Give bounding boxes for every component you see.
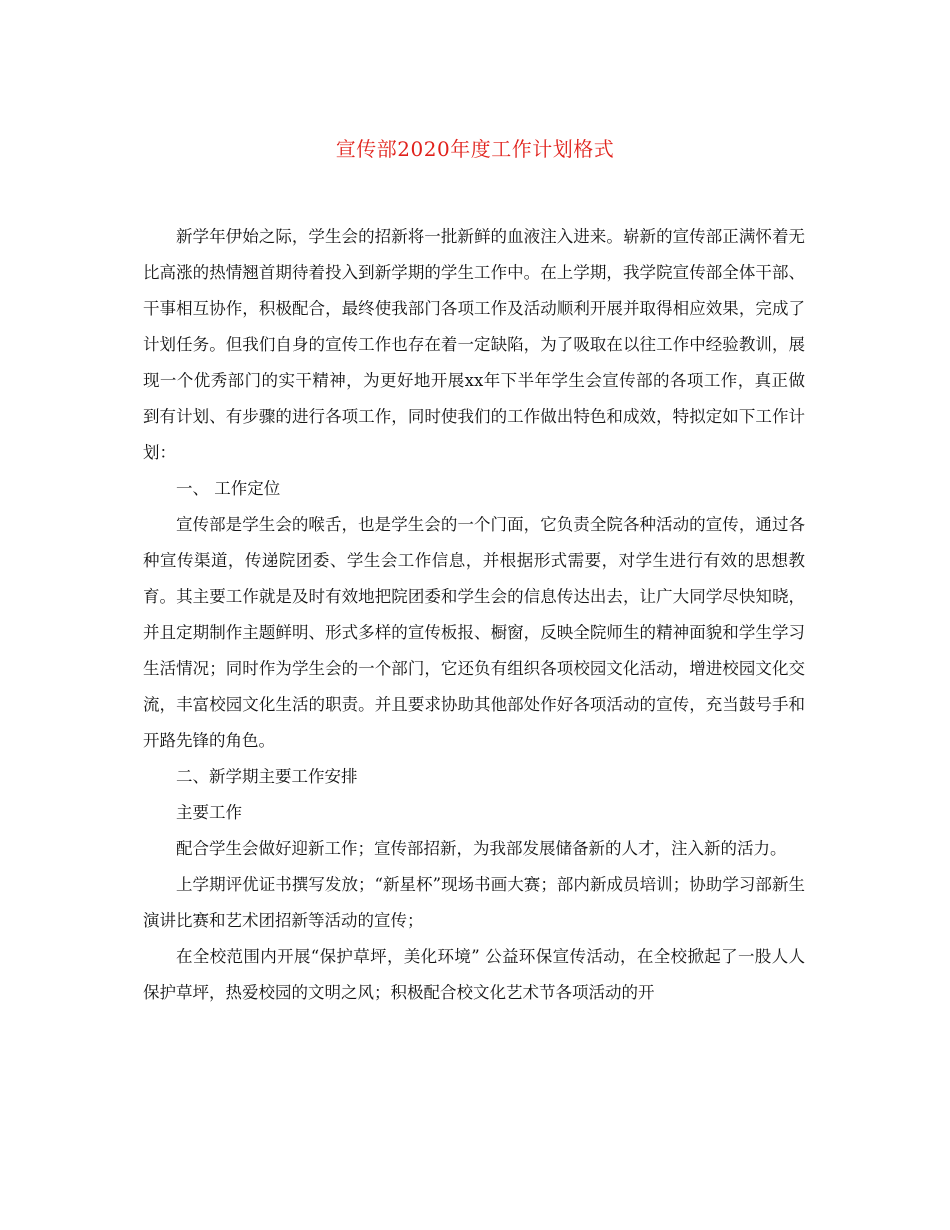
- section-heading-work-arrangement: 二、新学期主要工作安排: [176, 767, 358, 786]
- main-work-item-1: 配合学生会做好迎新工作；宣传部招新，为我部发展储备新的人才，注入新的活力。: [176, 839, 787, 858]
- section-heading-work-positioning: 一、 工作定位: [176, 479, 281, 498]
- intro-paragraph: 新学年伊始之际，学生会的招新将一批新鲜的血液注入进来。崭新的宣传部正满怀着无比高涨的热情翘首期待着投入到新学期的学生工作中。在上学期，我学院宣传部全体干部、干事相互协作，积极配合，最终使我部门各项工作及活动顺利开展并取得相应效果，完成了计划任务。但我们自身的宣传工作也存在着一定缺陷，为了吸取在以往工作中经验教训，展现一个优秀部门的实干精神，为更好地开展xx年下半年学生会宣传部的各项工作，真正做到有计划、有步骤的进行各项工作，同时使我们的工作做出特色和成效，特拟定如下工作计划：: [143, 227, 805, 462]
- work-positioning-paragraph: 宣传部是学生会的喉舌，也是学生会的一个门面，它负责全院各种活动的宣传，通过各种宣传渠道，传递院团委、学生会工作信息，并根据形式需要，对学生进行有效的思想教育。其主要工作就是及时有效地把院团委和学生会的信息传达出去，让广大同学尽快知晓，并且定期制作主题鲜明、形式多样的宣传板报、橱窗，反映全院师生的精神面貌和学生学习生活情况；同时作为学生会的一个部门，它还负有组织各项校园文化活动，增进校园文化交流，丰富校园文化生活的职责。并且要求协助其他部处作好各项活动的宣传，充当鼓号手和开路先锋的角色。: [143, 515, 805, 750]
- main-work-item-3: 在全校范围内开展“保护草坪，美化环境” 公益环保宣传活动，在全校掀起了一股人人保护草坪，热爱校园的文明之风；积极配合校文化艺术节各项活动的开: [143, 947, 805, 1002]
- subheading-main-work: 主要工作: [176, 803, 242, 822]
- document-title: 宣传部2020年度工作计划格式: [335, 137, 615, 161]
- main-work-item-2: 上学期评优证书撰写发放；“新星杯”现场书画大赛；部内新成员培训；协助学习部新生演讲比赛和艺术团招新等活动的宣传；: [143, 875, 805, 930]
- document-body: [143, 219, 805, 1011]
